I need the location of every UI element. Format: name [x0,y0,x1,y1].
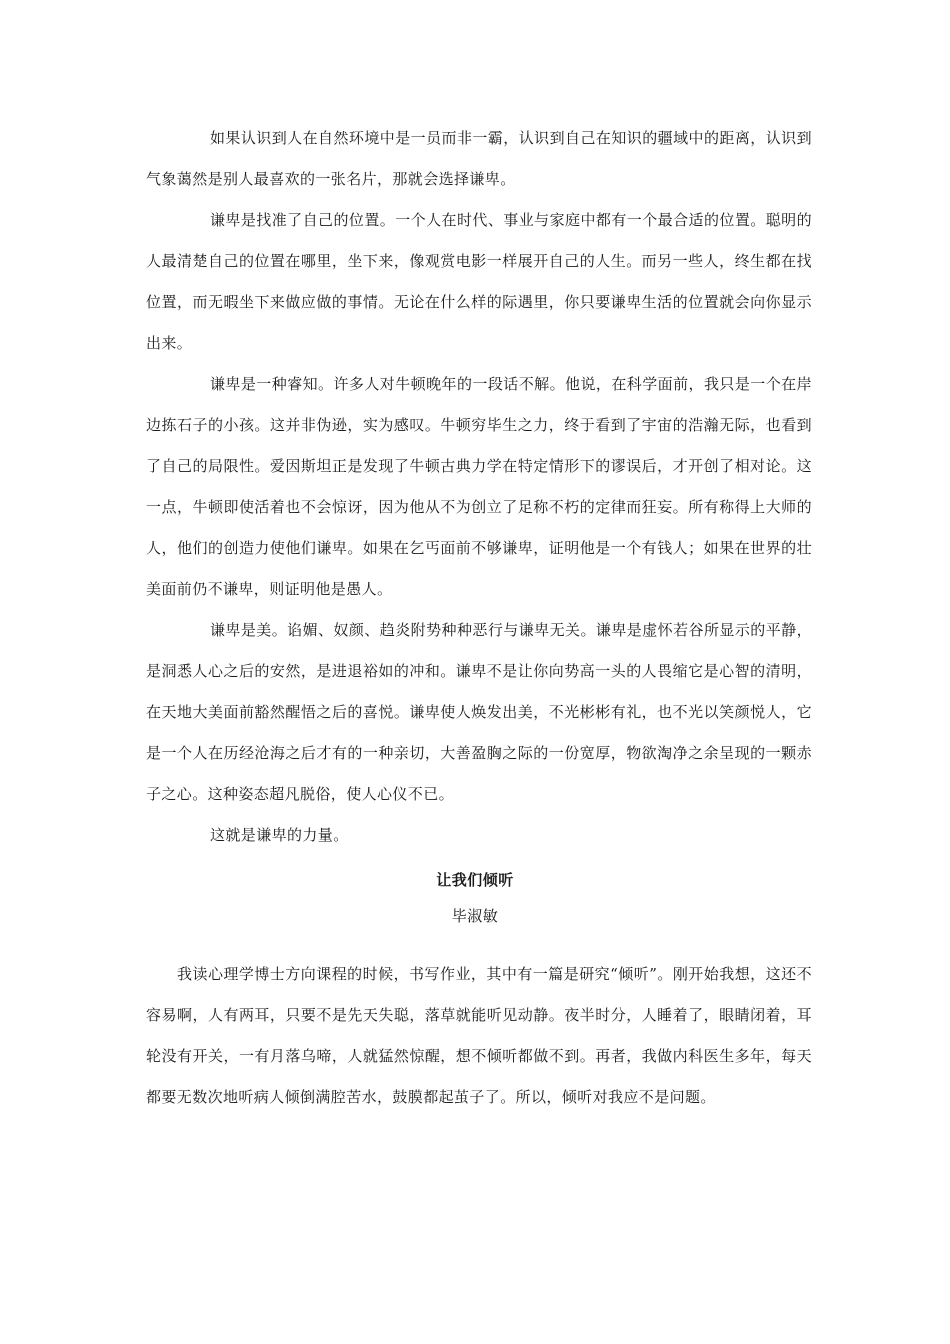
essay-humility-body [146,118,812,856]
paragraph: 如果认识到人在自然环境中是一员而非一霸，认识到自己在知识的疆域中的距离，认识到气象蔼然是别人最喜欢的一张名片，那就会选择谦卑。 [146,129,812,188]
essay-listen-body [146,954,812,1118]
paragraph: 谦卑是一种睿知。许多人对牛顿晚年的一段话不解。他说，在科学面前，我只是一个在岸边拣石子的小孩。这并非伪逊，实为感叹。牛顿穷毕生之力，终于看到了宇宙的浩瀚无际，也看到了自己的局限性。爱因斯坦正是发现了牛顿古典力学在特定情形下的谬误后，才开创了相对论。这一点，牛顿即使活着也不会惊讶，因为他从不为创立了足称不朽的定律而狂妄。所有称得上大师的人，他们的创造力使他们谦卑。如果在乞丐面前不够谦卑，证明他是一个有钱人；如果在世界的壮美面前仍不谦卑，则证明他是愚人。 [146,375,812,598]
paragraph: 谦卑是找准了自己的位置。一个人在时代、事业与家庭中都有一个最合适的位置。聪明的人最清楚自己的位置在哪里，坐下来，像观赏电影一样展开自己的人生。而另一些人，终生都在找位置，而无暇坐下来做应做的事情。无论在什么样的际遇里，你只要谦卑生活的位置就会向你显示出来。 [146,211,812,352]
paragraph: 谦卑是美。谄媚、奴颜、趋炎附势种种恶行与谦卑无关。谦卑是虚怀若谷所显示的平静，是洞悉人心之后的安然，是进退裕如的冲和。谦卑不是让你向势高一头的人畏缩它是心智的清明，在天地大美面前豁然醒悟之后的喜悦。谦卑使人焕发出美，不光彬彬有礼，也不光以笑颜悦人，它是一个人在历经沧海之后才有的一种亲切，大善盈胸之际的一份宽厚，物欲淘净之余呈现的一颗赤子之心。这种姿态超凡脱俗，使人心仪不已。 [146,621,812,803]
paragraph: 这就是谦卑的力量。 [210,826,349,844]
essay-title: 让我们倾听 [436,871,514,889]
essay-author: 毕淑敏 [451,907,499,925]
paragraph: 我读心理学博士方向课程的时候，书写作业，其中有一篇是研究“倾听”。刚开始我想，这还不容易啊，人有两耳，只要不是先天失聪，落草就能听见动静。夜半时分，人睡着了，眼睛闭着，耳轮没有开关，一有月落乌啼，人就猛然惊醒，想不倾听都做不到。再者，我做内科医生多年，每天都要无数次地听病人倾倒满腔苦水，鼓膜都起茧子了。所以，倾听对我应不是问题。 [146,965,812,1106]
